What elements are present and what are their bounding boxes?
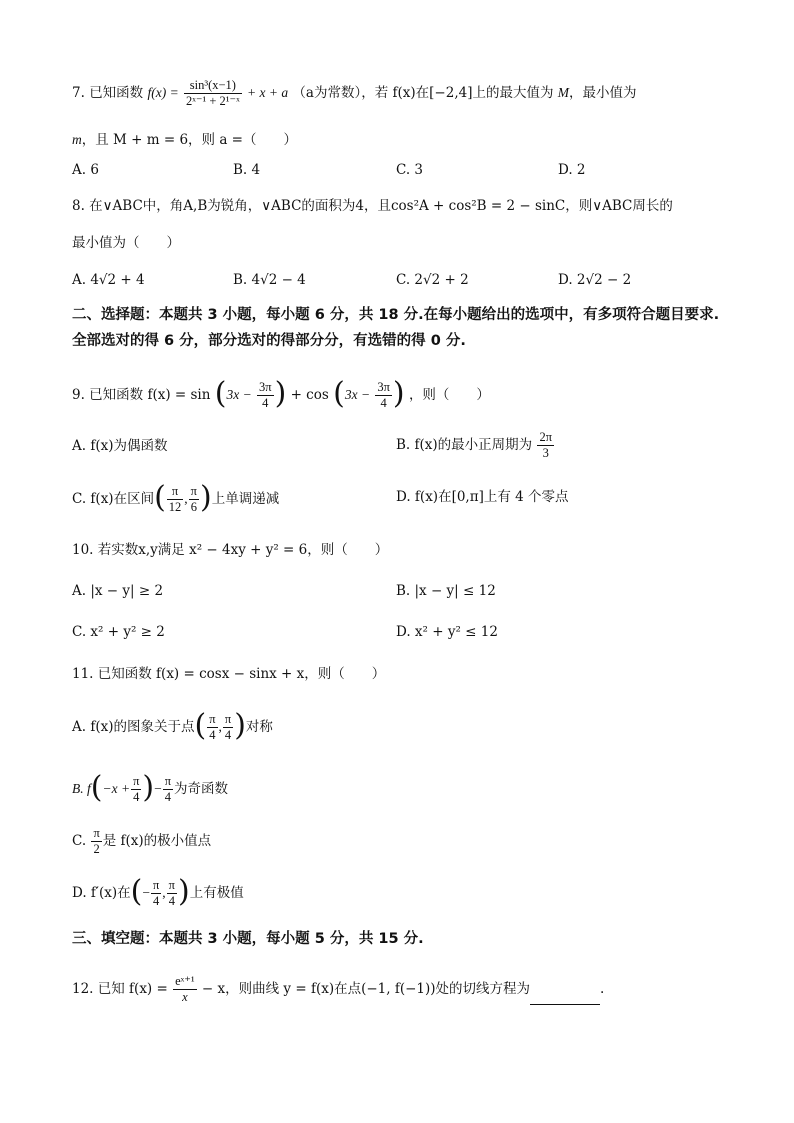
q11-optb-minus: − xyxy=(154,781,162,796)
q11-optb-d1: 4 xyxy=(133,790,140,804)
q9-paren-close-2: ) xyxy=(392,375,405,411)
q11-optd-frac2 xyxy=(167,878,177,909)
q7-min-text: ，最小值为 xyxy=(569,85,637,101)
q9-frac1-den: 4 xyxy=(262,396,269,410)
q8-option-d: D. 2√2 − 2 xyxy=(558,272,632,288)
q9-optc-d1: 12 xyxy=(168,500,182,514)
q9-lead: 9. 已知函数 f(x) = sin xyxy=(72,387,211,403)
q9-optc-text: C. f(x)在区间 xyxy=(72,491,155,507)
q11-opta-frac1 xyxy=(207,712,217,743)
q9-optc-frac2 xyxy=(189,484,199,515)
q11-option-a xyxy=(72,707,273,743)
q9-paren-close-1: ) xyxy=(274,375,287,411)
section-3-heading: 三、填空题：本题共 3 小题，每小题 5 分，共 15 分. xyxy=(72,931,424,947)
q9-arg1: 3x − xyxy=(226,387,252,402)
q7-frac-num: sin³(x−1) xyxy=(184,78,242,94)
q9-paren-open-2: ( xyxy=(333,375,345,411)
q11-optd-post: 上有极值 xyxy=(189,885,244,901)
q7-frac-den: 2ˣ⁻¹ + 2¹⁻ˣ xyxy=(186,94,240,108)
q10-option-b: B. |x − y| ≤ 12 xyxy=(396,583,496,599)
q9-frac-1 xyxy=(257,380,274,411)
q11-opta-comma: , xyxy=(218,719,222,734)
q9-optb-text: B. f(x)的最小正周期为 xyxy=(396,437,533,453)
q8-option-b: B. 4√2 − 4 xyxy=(233,272,306,288)
q11-opta-frac2 xyxy=(223,712,233,743)
q9-option-d: D. f(x)在[0,π]上有 4 个零点 xyxy=(396,489,569,505)
q12-frac xyxy=(173,974,197,1005)
q9-optc-paren-open: ( xyxy=(154,479,166,515)
q9-optc-post: 上单调递减 xyxy=(211,491,280,507)
q9-optc-d2: 6 xyxy=(190,500,197,514)
q11-optc-frac xyxy=(91,826,101,857)
q11-optd-frac1 xyxy=(151,878,161,909)
q12-frac-den: x xyxy=(182,990,188,1004)
q11-optb-n1: π xyxy=(133,774,140,788)
q7-tail: + x + a xyxy=(247,85,289,100)
q11-opta-n1: π xyxy=(209,712,216,726)
q7-option-c: C. 3 xyxy=(396,162,424,178)
q8-line2: 最小值为（ ） xyxy=(72,235,180,251)
q12-answer-blank[interactable] xyxy=(530,990,600,1005)
q11-optb-frac2 xyxy=(163,774,173,805)
q12-lead: 12. 已知 f(x) = xyxy=(72,981,168,997)
q9-optc-n2: π xyxy=(190,484,197,498)
q7-line2-rest: ，且 M + m = 6，则 a =（ ） xyxy=(81,132,297,148)
q9-optb-den: 3 xyxy=(542,446,549,460)
q11-opta-post: 对称 xyxy=(245,719,273,735)
q7-option-b: B. 4 xyxy=(233,162,261,178)
q9-frac-2 xyxy=(375,380,392,411)
q9-arg2: 3x − xyxy=(344,387,371,402)
q11-opta-d1: 4 xyxy=(209,728,216,742)
q9-mid: + cos xyxy=(290,387,329,403)
q9-frac2-den: 4 xyxy=(380,396,387,410)
q12-frac-num: eˣ⁺¹ xyxy=(175,974,195,988)
q11-opta-n2: π xyxy=(224,712,232,726)
q9-optc-comma: , xyxy=(184,491,188,506)
q10-option-d: D. x² + y² ≤ 12 xyxy=(396,624,498,640)
q11-optb-n2: π xyxy=(164,774,172,788)
q11-optb-paren-close: ) xyxy=(142,769,155,805)
q11-optd-text: D. f′(x)在 xyxy=(72,885,131,901)
q11-optd-n2: π xyxy=(168,878,175,892)
q11-optb-frac1 xyxy=(131,774,141,805)
q11-opta-text: A. f(x)的图象关于点 xyxy=(72,719,195,735)
q11-optc-d: 2 xyxy=(93,842,100,856)
q8-option-c: C. 2√2 + 2 xyxy=(396,272,469,288)
q11-optb-inner: −x + xyxy=(102,781,131,796)
q12-stem xyxy=(72,974,604,1005)
q11-opta-d2: 4 xyxy=(224,728,232,742)
q7-interval: f(x)在[−2,4]上的最大值为 xyxy=(392,85,554,101)
q11-optb-text: B. f xyxy=(72,781,91,796)
q9-option-c xyxy=(72,479,280,515)
q11-optb-post: 为奇函数 xyxy=(174,781,229,797)
q9-option-a: A. f(x)为偶函数 xyxy=(72,438,168,454)
q11-stem: 11. 已知函数 f(x) = cosx − sinx + x，则（ ） xyxy=(72,666,386,682)
q11-optd-minus: − xyxy=(142,885,150,900)
q11-optc-label: C. xyxy=(72,833,87,849)
q7-number: 7. xyxy=(72,85,85,101)
q11-option-d xyxy=(72,873,244,909)
q9-stem xyxy=(72,375,490,411)
q11-opta-paren-close: ) xyxy=(234,707,246,743)
q9-optb-num: 2π xyxy=(539,430,553,444)
section-2-heading: 二、选择题：本题共 3 小题，每小题 6 分，共 18 分.在每小题给出的选项中，有多项符合题目要求.全部选对的得 6 分，部分选对的得部分分，有选错的得 0 分. xyxy=(72,307,720,349)
q7-option-a: A. 6 xyxy=(72,162,99,178)
q11-optc-post: 是 f(x)的极小值点 xyxy=(102,833,212,849)
q12-end: . xyxy=(600,981,605,997)
q7-note: （a为常数），若 xyxy=(292,85,389,101)
q8-option-a: A. 4√2 + 4 xyxy=(72,272,145,288)
q10-option-a: A. |x − y| ≥ 2 xyxy=(72,583,164,599)
q9-optc-n1: π xyxy=(167,484,184,500)
q11-optd-n1: π xyxy=(152,878,160,892)
q7-lead: 已知函数 xyxy=(89,85,144,101)
q9-end: ，则（ ） xyxy=(408,387,490,403)
q11-option-c xyxy=(72,826,211,857)
q7-m: m xyxy=(72,132,82,147)
q12-rest: − x，则曲线 y = f(x)在点(−1, f(−1))处的切线方程为 xyxy=(201,981,531,997)
q7-M: M xyxy=(557,85,570,100)
q9-optc-paren-close: ) xyxy=(199,479,212,515)
q10-option-c: C. x² + y² ≥ 2 xyxy=(72,624,165,640)
q7-line1 xyxy=(72,78,637,109)
q9-frac2-num: 3π xyxy=(377,380,390,394)
q11-optc-n: π xyxy=(93,826,100,840)
q9-optc-frac1 xyxy=(167,484,184,515)
q9-paren-open-1: ( xyxy=(214,375,227,411)
q9-optb-frac xyxy=(537,430,554,461)
q11-optd-d2: 4 xyxy=(168,894,175,908)
q11-opta-paren-open: ( xyxy=(194,707,207,743)
q7-fraction xyxy=(184,78,242,109)
q11-optd-paren-close: ) xyxy=(177,873,190,909)
q8-line1: 8. 在∨ABC中，角A,B为锐角，∨ABC的面积为4，且cos²A + cos²B = 2 − sinC，则∨ABC周长的 xyxy=(72,198,673,214)
q10-stem: 10. 若实数x,y满足 x² − 4xy + y² = 6，则（ ） xyxy=(72,542,389,558)
q11-optb-d2: 4 xyxy=(164,790,171,804)
q11-optd-d1: 4 xyxy=(153,894,160,908)
q7-line2 xyxy=(72,130,297,150)
q11-optd-comma: , xyxy=(162,885,166,900)
q7-option-d: D. 2 xyxy=(558,162,586,178)
q11-option-b xyxy=(72,769,229,805)
q11-optb-paren-open: ( xyxy=(90,769,103,805)
q9-option-b xyxy=(396,430,555,461)
q7-fx: f(x) = xyxy=(147,85,179,100)
q9-frac1-num: 3π xyxy=(259,380,272,394)
q11-optd-paren-open: ( xyxy=(130,873,143,909)
